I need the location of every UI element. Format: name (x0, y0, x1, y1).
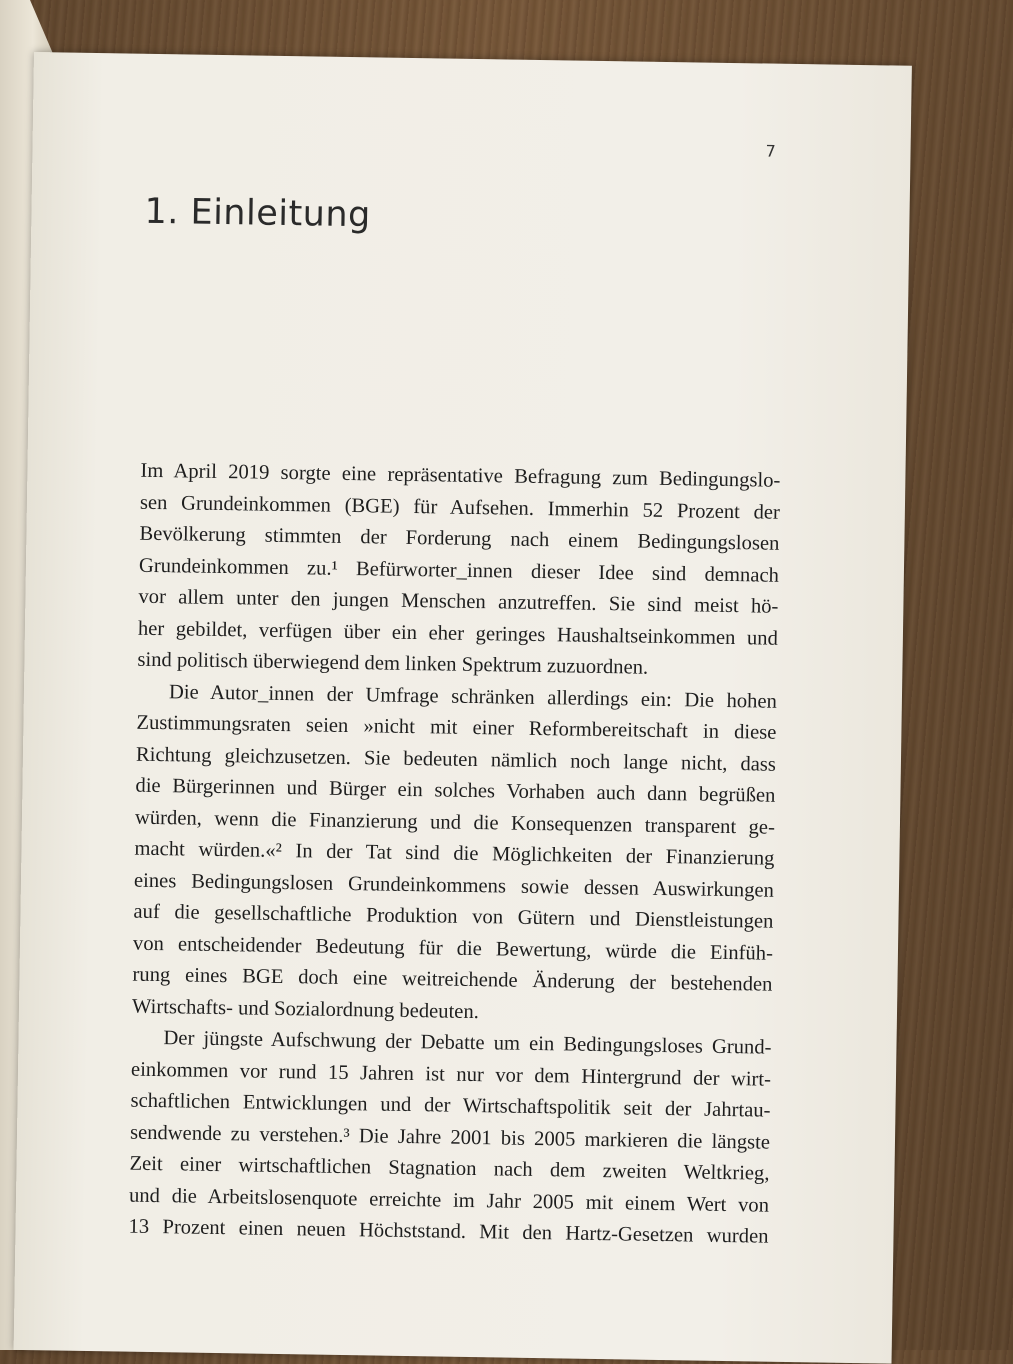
text-line: Bevölkerung stimmten der Forderung nach einem Bedingungslosen (139, 522, 780, 555)
book-page (14, 52, 912, 1364)
text-line: einkommen vor rund 15 Jahren ist nur vor dem Hintergrund der wirt- (130, 1058, 772, 1091)
text-line: schaftlichen Entwicklungen und der Wirtschaftspolitik seit der Jahrtau- (130, 1089, 771, 1122)
text-line: 13 Prozent einen neuen Höchststand. Mit den Hartz-Gesetzen wurden (128, 1215, 769, 1248)
text-line: von entscheidender Bedeutung für die Bewertung, würde die Einfüh- (132, 932, 774, 965)
text-line: rung eines BGE doch eine weitreichende Änderung der bestehenden (132, 963, 773, 996)
text-line: Grundeinkommen zu.¹ Befürworter_innen dieser Idee sind demnach (138, 554, 780, 587)
chapter-title: 1. Einleitung (144, 191, 372, 236)
text-line: würden, wenn die Finanzierung und die Konsequenzen transparent ge- (134, 806, 776, 839)
text-line: sen Grundeinkommen (BGE) für Aufsehen. Immerhin 52 Prozent der (139, 491, 781, 524)
paragraph-2 (132, 676, 777, 1033)
text-line: Zeit einer wirtschaftlichen Stagnation nach dem zweiten Weltkrieg, (129, 1152, 770, 1185)
text-line: macht würden.«² In der Tat sind die Möglichkeiten der Finanzierung (134, 837, 775, 870)
page-number: 7 (765, 141, 776, 161)
text-line: Die Autor_innen der Umfrage schränken allerdings ein: Die hohen (168, 680, 778, 713)
text-line: vor allem unter den jungen Menschen anzutreffen. Sie sind meist hö- (138, 585, 779, 618)
text-line: und die Arbeitslosenquote erreichte im Jahr 2005 mit einem Wert von (128, 1184, 770, 1217)
text-line: eines Bedingungslosen Grundeinkommens sowie dessen Auswirkungen (133, 869, 775, 902)
text-line: Im April 2019 sorgte eine repräsentative Befragung zum Bedingungslo- (140, 459, 781, 492)
body-text (128, 456, 780, 1253)
paragraph-3 (128, 1023, 771, 1254)
text-line: sind politisch überwiegend dem linken Spektrum zuzuordnen. (137, 648, 649, 679)
text-line: her gebildet, verfügen über ein eher geringes Haushaltseinkommen und (137, 617, 779, 650)
paragraph-1 (137, 456, 780, 687)
text-line: Richtung gleichzusetzen. Sie bedeuten nämlich noch lange nicht, dass (135, 743, 777, 776)
text-line: Zustimmungsraten seien »nicht mit einer Reformbereitschaft in diese (136, 711, 777, 744)
text-line: sendwende zu verstehen.³ Die Jahre 2001 bis 2005 markieren die längste (129, 1121, 771, 1154)
text-line: Der jüngste Aufschwung der Debatte um ein Bedingungsloses Grund- (163, 1027, 772, 1059)
text-line: die Bürgerinnen und Bürger ein solches Vorhaben auch dann begrüßen (135, 774, 776, 807)
text-line: auf die gesellschaftliche Produktion von Gütern und Dienstleistungen (133, 900, 774, 933)
text-line: Wirtschafts- und Sozialordnung bedeuten. (131, 995, 480, 1023)
